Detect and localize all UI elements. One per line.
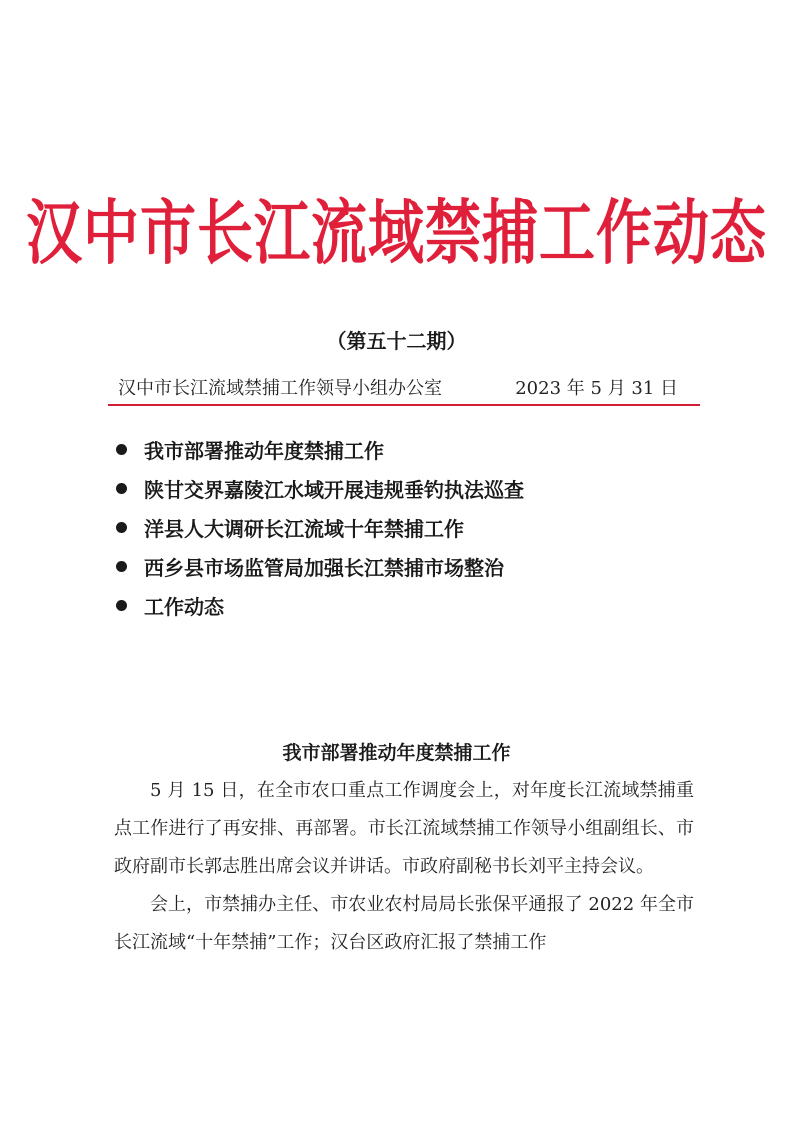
- toc-item: [112, 508, 712, 547]
- issuer-line: [118, 374, 678, 400]
- toc-item: [112, 586, 712, 625]
- bullet-icon: [116, 522, 127, 533]
- bullet-icon: [116, 444, 127, 455]
- red-divider: [108, 404, 700, 406]
- toc-item: [112, 547, 712, 586]
- table-of-contents: [112, 430, 712, 625]
- toc-item-label: 陕甘交界嘉陵江水域开展违规垂钓执法巡查: [144, 478, 524, 502]
- toc-item-label: 工作动态: [144, 595, 224, 619]
- toc-item: [112, 430, 712, 469]
- bullet-icon: [116, 600, 127, 611]
- article-title: 我市部署推动年度禁捕工作: [282, 742, 511, 764]
- article-paragraph: 5 月 15 日，在全市农口重点工作调度会上，对年度长江流域禁捕重点工作进行了再安排、再部署。市长江流域禁捕工作领导小组副组长、市政府副市长郭志胜出席会议并讲话。市政府副秘书长刘平主持会议。: [114, 780, 694, 877]
- toc-item-label: 我市部署推动年度禁捕工作: [144, 439, 384, 463]
- bullet-icon: [116, 561, 127, 572]
- article-body: [114, 772, 694, 962]
- masthead-title: 汉中市长江流域禁捕工作动态: [26, 192, 767, 275]
- toc-item: [112, 469, 712, 508]
- article-paragraph: 会上，市禁捕办主任、市农业农村局局长张保平通报了 2022 年全市长江流域“十年禁捕”工作；汉台区政府汇报了禁捕工作: [114, 894, 694, 953]
- toc-item-label: 洋县人大调研长江流域十年禁捕工作: [144, 517, 464, 541]
- toc-item-label: 西乡县市场监管局加强长江禁捕市场整治: [144, 556, 504, 580]
- bullet-icon: [116, 483, 127, 494]
- issue-date: 2023 年 5 月 31 日: [515, 378, 678, 399]
- issuer-name: 汉中市长江流域禁捕工作领导小组办公室: [118, 378, 442, 399]
- issue-number: （第五十二期）: [326, 329, 467, 353]
